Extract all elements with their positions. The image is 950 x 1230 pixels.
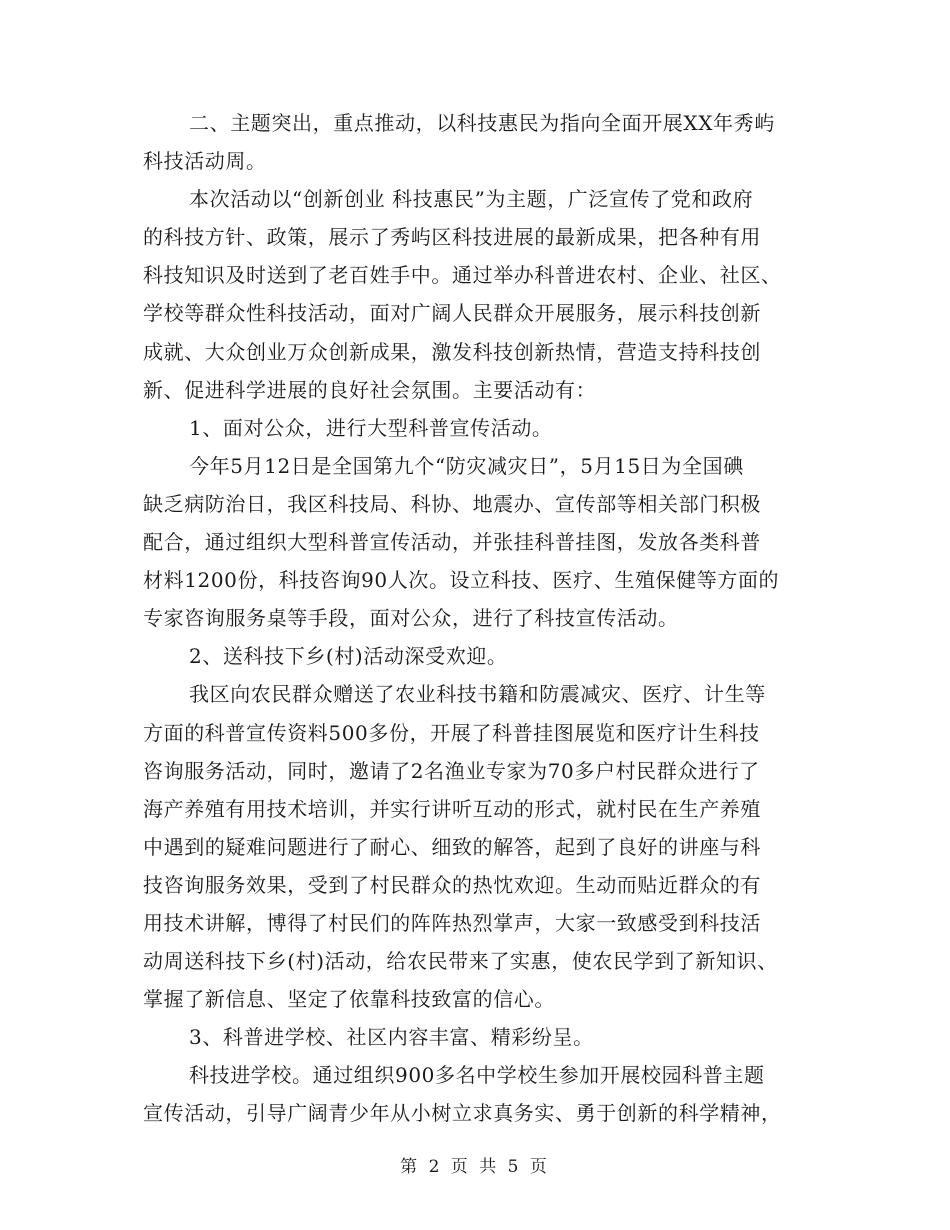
text-line: 动周送科技下乡(村)活动，给农民带来了实惠，使农民学到了新知识、 [143, 949, 778, 974]
section-heading: 2、送科技下乡(村)活动深受欢迎。 [189, 644, 508, 669]
page-footer: 第 2 页 共 5 页 [400, 1157, 550, 1177]
text-line: 科技知识及时送到了老百姓手中。通过举办科普进农村、企业、社区、 [143, 263, 782, 288]
text-line: 海产养殖有用技术培训，并实行讲听互动的形式，就村民在生产养殖 [143, 796, 761, 821]
text-line: 中遇到的疑难问题进行了耐心、细致的解答，起到了良好的讲座与科 [143, 834, 761, 859]
text-line: 今年5月12日是全国第九个“防灾减灾日”，5月15日为全国碘 [189, 453, 744, 478]
text-line: 咨询服务活动，同时，邀请了2名渔业专家为70多户村民群众进行了 [143, 758, 760, 783]
text-line: 专家咨询服务桌等手段，面对公众，进行了科技宣传活动。 [143, 606, 679, 631]
text-line: 材料1200份，科技咨询90人次。设立科技、医疗、生殖保健等方面的 [143, 568, 780, 593]
text-line: 技咨询服务效果，受到了村民群众的热忱欢迎。生动而贴近群众的有 [143, 872, 761, 897]
section-heading: 3、科普进学校、社区内容丰富、精彩纷呈。 [189, 1025, 594, 1050]
text-line: 掌握了新信息、坚定了依靠科技致富的信心。 [143, 987, 555, 1012]
document-body [143, 104, 811, 1133]
text-line: 配合，通过组织大型科普宣传活动，并张挂科普挂图，发放各类科普 [143, 530, 761, 555]
text-line: 新、促进科学进展的良好社会氛围。主要活动有： [143, 377, 597, 402]
text-line: 科技进学校。通过组织900多名中学校生参加开展校园科普主题 [189, 1063, 765, 1088]
text-line: 宣传活动，引导广阔青少年从小树立求真务实、勇于创新的科学精神， [143, 1101, 782, 1126]
section-heading: 1、面对公众，进行大型科普宣传活动。 [189, 415, 553, 440]
text-line: 我区向农民群众赠送了农业科技书籍和防震减灾、医疗、计生等 [189, 682, 766, 707]
text-line: 科技活动周。 [143, 149, 267, 174]
text-line: 用技术讲解，博得了村民们的阵阵热烈掌声，大家一致感受到科技活 [143, 910, 761, 935]
text-line: 缺乏病防治日，我区科技局、科协、地震办、宣传部等相关部门积极 [143, 491, 761, 516]
text-line: 二、主题突出，重点推动，以科技惠民为指向全面开展XX年秀屿 [189, 111, 775, 135]
text-line: 本次活动以“创新创业 科技惠民”为主题，广泛宣传了党和政府 [189, 187, 754, 212]
text-line: 方面的科普宣传资料500多份，开展了科普挂图展览和医疗计生科技 [143, 720, 760, 745]
text-line: 成就、大众创业万众创新成果，激发科技创新热情，营造支持科技创 [143, 339, 761, 364]
text-line: 的科技方针、政策，展示了秀屿区科技进展的最新成果，把各种有用 [143, 225, 761, 250]
text-line: 学校等群众性科技活动，面对广阔人民群众开展服务，展示科技创新 [143, 301, 761, 326]
